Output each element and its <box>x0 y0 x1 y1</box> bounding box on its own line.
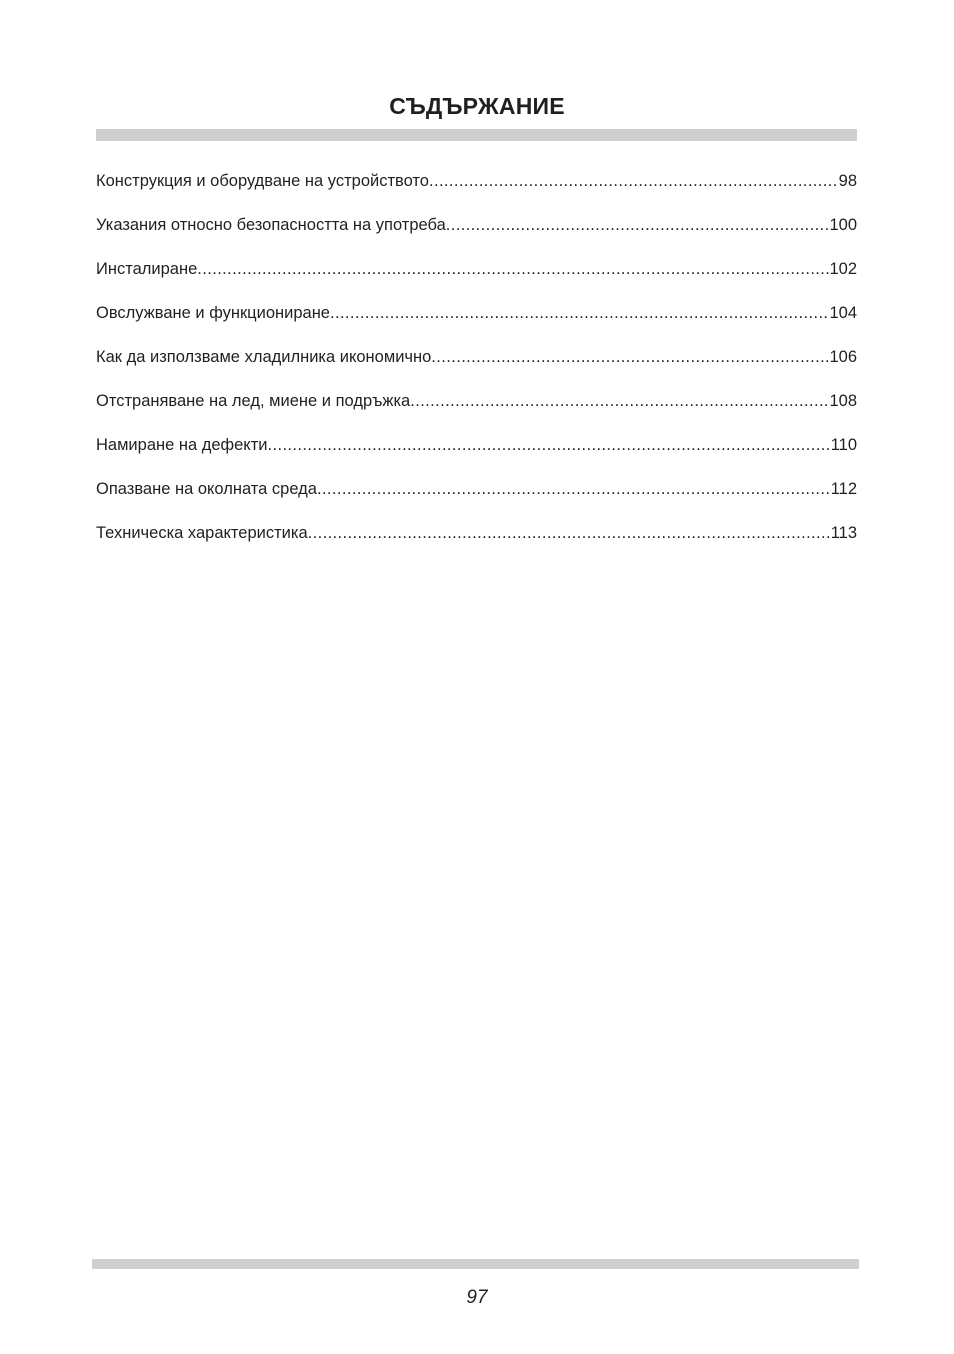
toc-entry-page: 106 <box>829 348 857 366</box>
toc-entry-page: 113 <box>830 524 857 542</box>
toc-entry-label: Овслужване и функциониране <box>96 304 330 322</box>
toc-entry[interactable] <box>96 214 857 258</box>
toc-entry[interactable] <box>96 434 857 478</box>
toc-entry-label: Инсталиране <box>96 260 198 278</box>
page-number: 97 <box>466 1287 488 1308</box>
toc-dot-leader <box>268 434 831 456</box>
toc-entry-label: Указания относно безопасността на употреба <box>96 216 446 234</box>
toc-entry[interactable] <box>96 258 857 302</box>
footer-divider <box>92 1259 859 1269</box>
toc-dot-leader <box>429 170 839 192</box>
toc-entry-label: Как да използваме хладилника икономично <box>96 348 432 366</box>
toc-dot-leader <box>410 390 829 412</box>
toc-entry[interactable] <box>96 302 857 346</box>
toc-entry-page: 100 <box>829 216 857 234</box>
page-title: СЪДЪРЖАНИЕ <box>389 93 565 119</box>
toc-entry[interactable] <box>96 478 857 522</box>
toc-entry-page: 110 <box>830 436 857 454</box>
toc-dot-leader <box>197 258 829 280</box>
toc-entry-page: 98 <box>838 172 857 190</box>
toc-entry-page: 108 <box>829 392 857 410</box>
toc-entry-label: Отстраняване на лед, миене и подръжка <box>96 392 411 410</box>
toc-entry-label: Намиране на дефекти <box>96 436 268 454</box>
toc-entry[interactable] <box>96 346 857 390</box>
toc-entry-label: Опазване на околната среда <box>96 480 317 498</box>
toc-dot-leader <box>308 522 831 544</box>
toc-dot-leader <box>446 214 830 236</box>
toc-entry-page: 102 <box>829 260 857 278</box>
toc-entry[interactable] <box>96 522 857 566</box>
toc-entry-label: Конструкция и оборудване на устройството <box>96 172 429 190</box>
toc-dot-leader <box>317 478 831 500</box>
toc-entry[interactable] <box>96 170 857 214</box>
table-of-contents <box>96 170 857 566</box>
toc-entry-label: Техническа характеристика <box>96 524 308 542</box>
toc-entry-page: 112 <box>830 480 857 498</box>
title-divider <box>96 129 857 141</box>
toc-dot-leader <box>431 346 829 368</box>
toc-entry[interactable] <box>96 390 857 434</box>
toc-dot-leader <box>330 302 829 324</box>
toc-entry-page: 104 <box>829 304 857 322</box>
